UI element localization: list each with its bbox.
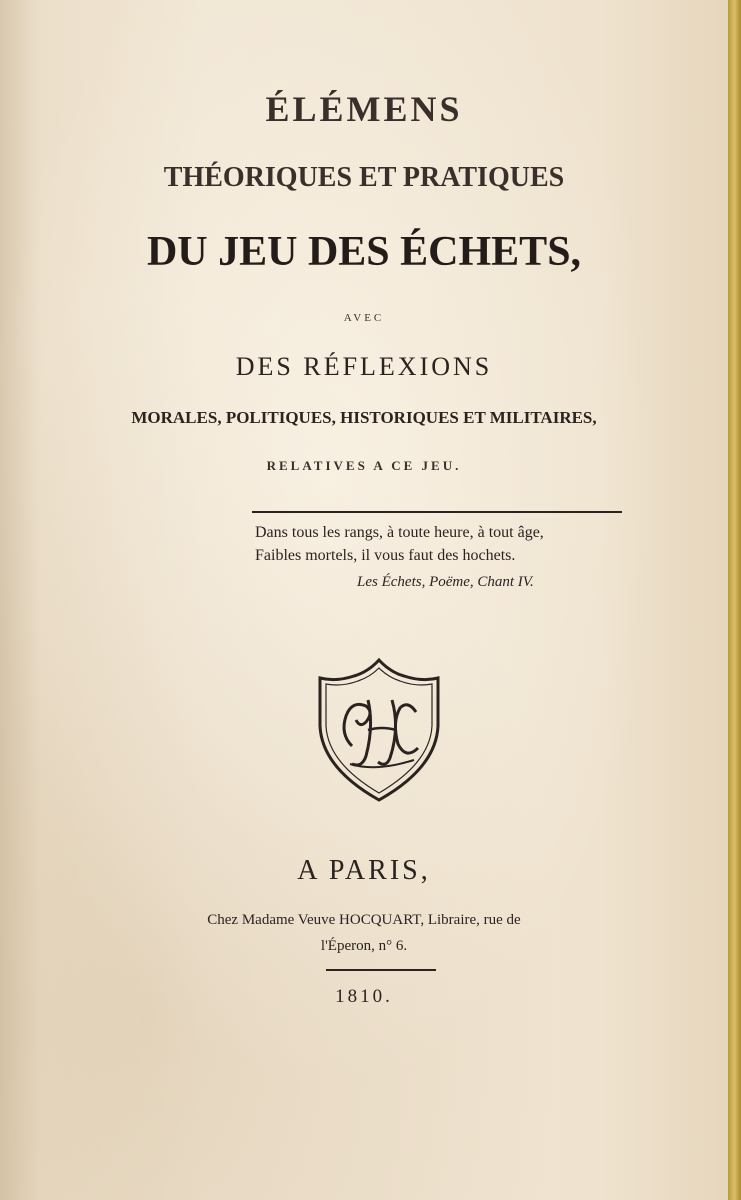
- title-line-morales: MORALES, POLITIQUES, HISTORIQUES ET MILITAIRES,: [131, 408, 597, 427]
- epigraph-verse-1: Dans tous les rangs, à toute heure, à tout âge,: [255, 524, 544, 541]
- imprint-city: A PARIS,: [297, 855, 431, 886]
- epigraph-source: Les Échets, Poëme, Chant IV.: [357, 574, 534, 590]
- imprint-rule: [326, 969, 436, 971]
- title-line-elemens: ÉLÉMENS: [265, 89, 463, 129]
- imprint-publisher-1: Chez Madame Veuve HOCQUART, Libraire, rue de: [207, 912, 521, 928]
- epigraph-verse-2: Faibles mortels, il vous faut des hochets.: [255, 547, 516, 564]
- title-line-theoriques: THÉORIQUES ET PRATIQUES: [163, 162, 565, 193]
- epigraph-rule: [252, 511, 622, 513]
- gilt-page-edge: [728, 0, 741, 1200]
- monogram-shield-icon: [316, 656, 442, 804]
- title-line-reflexions: DES RÉFLEXIONS: [235, 352, 493, 381]
- title-line-relatives: RELATIVES A CE JEU.: [266, 458, 462, 473]
- title-line-avec: AVEC: [343, 312, 385, 324]
- imprint-year: 1810.: [335, 986, 393, 1007]
- imprint-publisher-2: l'Éperon, n° 6.: [320, 938, 408, 954]
- title-line-main: DU JEU DES ÉCHETS,: [146, 229, 582, 275]
